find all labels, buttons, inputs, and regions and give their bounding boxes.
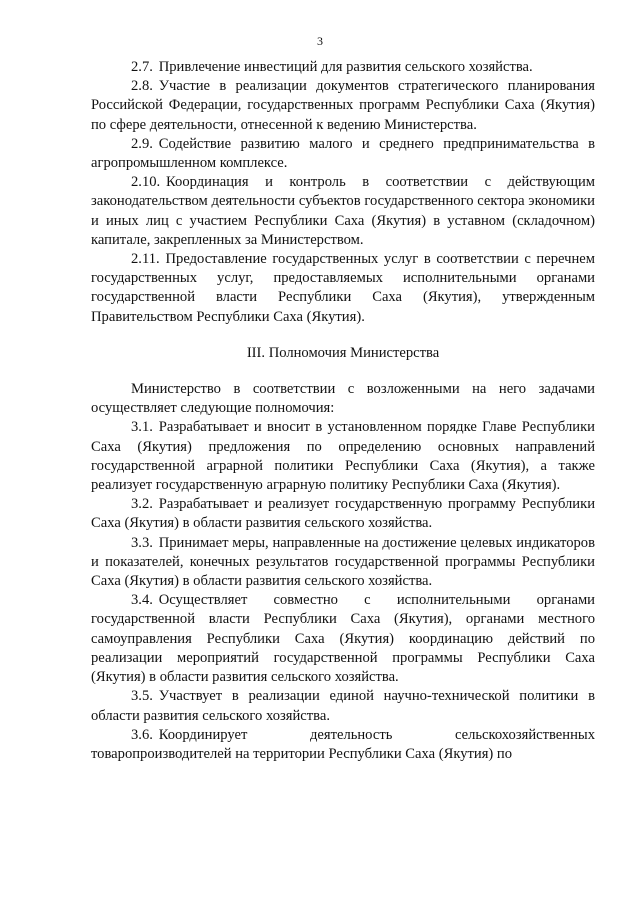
clause-2-11 bbox=[91, 250, 595, 327]
clause-number: 3.5. bbox=[131, 688, 153, 705]
clause-2-9 bbox=[91, 135, 595, 173]
clause-number: 2.8. bbox=[131, 78, 153, 95]
clause-2-8 bbox=[91, 77, 595, 135]
clause-text: Разрабатывает и вносит в установленном порядке Главе Республики Саха (Якутия) предложения по определению основных направлений государственной аграрной политики Республики Саха (Якутия), а также реализует государственную аграрную политику Республики Саха (Якутия). bbox=[91, 419, 595, 494]
clause-number: 2.9. bbox=[131, 135, 153, 152]
clause-number: 2.11. bbox=[131, 251, 160, 268]
clause-text: Координирует деятельность сельскохозяйственных товаропроизводителей на территории Республики Саха (Якутия) по bbox=[91, 726, 595, 762]
clause-text: Принимает меры, направленные на достижение целевых индикаторов и показателей, конечных результатов государственной программы Республики Саха (Якутия) в области развития сельского хозяйства. bbox=[91, 534, 595, 590]
document-body bbox=[91, 58, 595, 764]
clause-text: Привлечение инвестиций для развития сельского хозяйства. bbox=[158, 59, 533, 75]
clause-number: 3.3. bbox=[131, 534, 153, 551]
clause-number: 2.10. bbox=[131, 174, 161, 191]
clause-3-5 bbox=[91, 687, 595, 725]
clause-number: 3.2. bbox=[131, 496, 153, 513]
page-number: 3 bbox=[317, 34, 323, 48]
clause-3-2 bbox=[91, 495, 595, 533]
clause-2-7 bbox=[91, 58, 595, 77]
clause-number: 2.7. bbox=[131, 59, 153, 75]
clause-3-1 bbox=[91, 418, 595, 495]
clause-3-4 bbox=[91, 591, 595, 687]
clause-text: Участвует в реализации единой научно-технической политики в области развития сельского хозяйства. bbox=[91, 688, 595, 724]
section-3-heading: III. Полномочия Министерства bbox=[246, 344, 440, 361]
clause-text: Разрабатывает и реализует государственную программу Республики Саха (Якутия) в области развития сельского хозяйства. bbox=[91, 496, 595, 532]
clause-number: 3.6. bbox=[131, 726, 153, 743]
clause-text: Осуществляет совместно с исполнительными органами государственной власти Республики Саха (Якутия), органами местного самоуправления Республики Саха (Якутия) координацию действий по реализации мероприятий государственной программы Республики Саха (Якутия) в области развития сельского хозяйства. bbox=[91, 592, 595, 686]
clause-text: Содействие развитию малого и среднего предпринимательства в агропромышленном комплексе. bbox=[91, 135, 595, 172]
clause-number: 3.1. bbox=[131, 419, 153, 436]
clause-text: Координация и контроль в соответствии с действующим законодательством деятельности субъектов государственного сектора экономики и иных лиц с участием Республики Саха (Якутия) в уставном (складочном) капитале, закрепленных за Министерством. bbox=[91, 174, 595, 248]
clause-3-6 bbox=[91, 726, 595, 764]
clause-2-10 bbox=[91, 173, 595, 250]
section-3-intro: Министерство в соответствии с возложенными на него задачами осуществляет следующие полномочия: bbox=[91, 381, 595, 417]
clause-3-3 bbox=[91, 534, 595, 592]
clause-text: Предоставление государственных услуг в соответствии с перечнем государственных услуг, предоставляемых исполнительными органами государственной власти Республики Саха (Якутия), утвержденным Правительством Республики Саха (Якутия). bbox=[91, 251, 595, 325]
clause-number: 3.4. bbox=[131, 592, 153, 609]
clause-text: Участие в реализации документов стратегического планирования Российской Федерации, государственных программ Республики Саха (Якутия) по сфере деятельности, отнесенной к ведению Министерства. bbox=[91, 78, 595, 133]
